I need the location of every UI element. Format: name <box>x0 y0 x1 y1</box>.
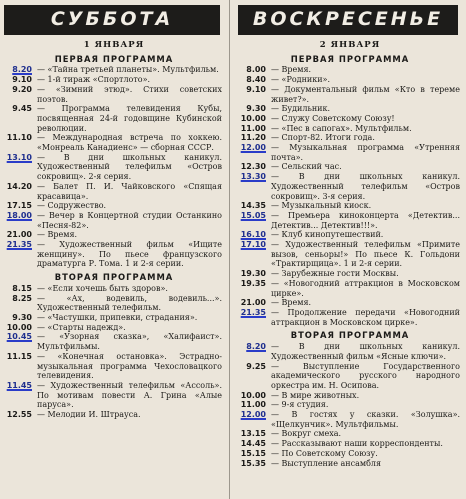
saturday-second-program-title: ВТОРАЯ ПРОГРАММА <box>54 272 174 283</box>
program-entry <box>234 201 466 211</box>
program-entry <box>234 162 466 172</box>
saturday-second-program-list <box>0 284 228 420</box>
entry-description: — Выступление ансамбля <box>271 458 382 468</box>
program-entry <box>234 75 466 85</box>
program-entry <box>234 133 466 143</box>
entry-time: 13.10 <box>6 152 32 162</box>
entry-time: 9.30 <box>246 104 266 114</box>
program-entry <box>234 342 466 361</box>
sunday-second-program-list <box>234 342 466 468</box>
program-entry <box>234 104 466 114</box>
entry-time: 9.30 <box>12 312 32 322</box>
entry-time: 14.20 <box>6 181 32 191</box>
entry-description: — Мелодии И. Штрауса. <box>37 410 141 420</box>
entry-description: — Документальный фильм «Кто в тереме живет?». <box>271 84 460 104</box>
entry-time: 10.45 <box>6 332 32 342</box>
entry-time: 15.05 <box>240 210 266 220</box>
entry-description: — Продолжение передачи «Новогодний аттракцион в Московском цирке». <box>271 307 460 327</box>
program-entry <box>234 459 466 469</box>
entry-time: 10.00 <box>240 113 266 123</box>
entry-description: — Зарубежные гости Москвы. <box>271 269 399 279</box>
program-entry <box>0 313 228 323</box>
entry-description: — «Новогодний аттракцион в Московском цирке». <box>271 278 460 298</box>
program-entry <box>234 429 466 439</box>
entry-time: 11.00 <box>240 400 266 410</box>
entry-time: 8.15 <box>12 283 32 293</box>
entry-description: — Время. <box>271 298 312 308</box>
entry-time: 10.00 <box>240 390 266 400</box>
entry-description: — Время. <box>37 230 78 240</box>
program-entry <box>234 298 466 308</box>
program-entry <box>0 182 228 201</box>
program-entry <box>0 381 228 410</box>
entry-time: 15.35 <box>240 458 266 468</box>
program-entry <box>234 65 466 75</box>
entry-time: 17.10 <box>240 240 266 250</box>
entry-time: 21.35 <box>240 307 266 317</box>
entry-description: — По Советскому Союзу. <box>271 448 378 458</box>
program-entry <box>234 143 466 162</box>
entry-description: — Клуб кинопутешествий. <box>271 230 384 240</box>
program-entry <box>0 230 228 240</box>
program-entry <box>0 211 228 230</box>
entry-description: — Художественный телефильм «Примите вызов, сеньоры!» По пьесе К. Гольдони «Трактирщица». 1 и 2-я серии. <box>271 240 460 269</box>
sunday-first-program-title: ПЕРВАЯ ПРОГРАММА <box>290 53 410 64</box>
entry-description: — Художественный фильм «Ищите женщину». По пьесе французского драматурга Р. Тома. 1 и 2-я серии. <box>37 240 222 269</box>
entry-time: 18.00 <box>6 210 32 220</box>
entry-description: — Балет П. И. Чайковского «Спящая красавица». <box>37 181 222 201</box>
entry-description: — Международная встреча по хоккею. «Монреаль Канадиенс» — сборная СССР. <box>37 133 222 153</box>
entry-time: 9.25 <box>246 361 266 371</box>
program-entry <box>234 410 466 429</box>
entry-time: 12.00 <box>240 410 266 420</box>
program-entry <box>234 279 466 298</box>
entry-time: 10.00 <box>6 322 32 332</box>
program-entry <box>0 323 228 333</box>
program-entry <box>0 75 228 85</box>
sunday-date: 2 ЯНВАРЯ <box>319 40 381 50</box>
program-entry <box>234 449 466 459</box>
program-entry <box>234 362 466 391</box>
column-divider <box>229 0 230 499</box>
entry-time: 9.45 <box>12 104 32 114</box>
entry-time: 16.10 <box>240 230 266 240</box>
program-entry <box>234 240 466 269</box>
saturday-banner: СУББОТА <box>4 5 220 35</box>
entry-description: — Музыкальный киоск. <box>271 201 372 211</box>
entry-description: — «Старты надежд». <box>37 322 126 332</box>
entry-time: 17.15 <box>6 201 32 211</box>
entry-description: — Вечер в Концертной студии Останкино «Песня-82». <box>37 210 222 230</box>
entry-description: — В дни школьных каникул. Художественный телефильм «Остров сокровищ». 2-я серия. <box>37 152 222 182</box>
entry-description: — Содружество. <box>37 201 107 211</box>
entry-description: — Программа телевидения Кубы, посвященная 24-й годовщине Кубинской революции. <box>37 104 222 133</box>
entry-time: 8.20 <box>12 65 32 75</box>
entry-description: — «Если хочешь быть здоров». <box>37 283 168 293</box>
entry-time: 12.00 <box>240 143 266 153</box>
program-entry <box>0 133 228 152</box>
entry-description: — Будильник. <box>271 104 331 114</box>
entry-description: — Художественный телефильм «Ассоль». По мотивам повести А. Грина «Алые паруса». <box>37 380 222 410</box>
program-entry <box>234 391 466 401</box>
program-entry <box>0 284 228 294</box>
entry-time: 9.10 <box>246 84 266 94</box>
entry-time: 19.30 <box>240 269 266 279</box>
program-entry <box>0 410 228 420</box>
sunday-second-program-title: ВТОРАЯ ПРОГРАММА <box>290 330 410 341</box>
entry-time: 12.30 <box>240 162 266 172</box>
entry-description: — В мире животных. <box>271 390 360 400</box>
entry-description: — Выступление Государственного академического русского народного оркестра им. Н. Осипова. <box>271 361 460 390</box>
saturday-first-program-list <box>0 65 228 269</box>
entry-time: 21.00 <box>240 298 266 308</box>
entry-time: 13.15 <box>240 429 266 439</box>
program-entry <box>0 332 228 351</box>
entry-time: 8.20 <box>246 342 266 352</box>
entry-description: — В дни школьных каникул. Художественный телефильм «Остров сокровищ». 3-я серия. <box>271 172 460 201</box>
entry-time: 11.00 <box>240 123 266 133</box>
entry-description: — 9-я студия. <box>271 400 329 410</box>
entry-description: — В гостях у сказки. «Золушка». «Щелкунчик». Мультфильмы. <box>271 410 460 429</box>
program-entry <box>0 65 228 75</box>
entry-description: — Вокруг смеха. <box>271 429 342 439</box>
entry-time: 21.35 <box>6 240 32 250</box>
entry-description: — «Родники». <box>271 75 330 85</box>
sunday-column <box>234 0 466 499</box>
program-entry <box>234 114 466 124</box>
entry-description: — Время. <box>271 65 312 75</box>
entry-description: — «Пес в сапогах». Мультфильм. <box>271 123 412 133</box>
entry-time: 11.15 <box>6 351 32 361</box>
program-entry <box>234 308 466 327</box>
entry-time: 8.25 <box>12 293 32 303</box>
entry-time: 14.45 <box>240 439 266 449</box>
entry-description: — 1-й тираж «Спортлото». <box>37 75 151 85</box>
entry-time: 8.00 <box>246 65 266 75</box>
program-entry <box>0 153 228 182</box>
program-entry <box>0 85 228 104</box>
program-entry <box>0 294 228 313</box>
entry-description: — «Конечная остановка». Эстрадно-музыкальная программа Чехословацкого телевидения. <box>37 351 222 381</box>
entry-description: — «Ах, водевиль, водевиль...». Художественный телефильм. <box>37 293 222 313</box>
entry-time: 12.55 <box>6 410 32 420</box>
program-entry <box>234 269 466 279</box>
entry-description: — «Узорная сказка», «Халифаист». Мультфильмы. <box>37 332 222 352</box>
entry-time: 19.35 <box>240 278 266 288</box>
program-entry <box>234 172 466 201</box>
entry-time: 14.35 <box>240 201 266 211</box>
entry-description: — Спорт-82. Итоги года. <box>271 133 375 143</box>
entry-description: — Рассказывают наши корреспонденты. <box>271 439 443 449</box>
program-entry <box>0 240 228 269</box>
program-entry <box>0 104 228 133</box>
entry-time: 11.45 <box>6 380 32 390</box>
program-entry <box>234 124 466 134</box>
sunday-first-program-list <box>234 65 466 327</box>
program-entry <box>234 211 466 230</box>
entry-time: 15.15 <box>240 448 266 458</box>
program-entry <box>234 85 466 104</box>
entry-time: 21.00 <box>6 230 32 240</box>
entry-description: — В дни школьных каникул. Художественный фильм «Ясные ключи». <box>271 342 460 361</box>
entry-time: 9.10 <box>12 75 32 85</box>
entry-time: 11.10 <box>6 133 32 143</box>
entry-description: — «Тайна третьей планеты». Мультфильм. <box>37 65 219 75</box>
entry-description: — Служу Советскому Союзу! <box>271 113 395 123</box>
entry-time: 13.30 <box>240 172 266 182</box>
entry-description: — «Зимний этюд». Стихи советских поэтов. <box>37 84 222 104</box>
saturday-date: 1 ЯНВАРЯ <box>83 40 145 50</box>
saturday-first-program-title: ПЕРВАЯ ПРОГРАММА <box>54 53 174 64</box>
entry-time: 11.20 <box>240 133 266 143</box>
entry-description: — Сельский час. <box>271 162 342 172</box>
saturday-column <box>0 0 228 499</box>
entry-time: 8.40 <box>246 75 266 85</box>
entry-time: 9.20 <box>12 84 32 94</box>
program-entry <box>234 439 466 449</box>
entry-description: — Музыкальная программа «Утренняя почта». <box>271 143 460 162</box>
program-entry <box>234 400 466 410</box>
program-entry <box>0 352 228 381</box>
program-entry <box>0 201 228 211</box>
sunday-banner: ВОСКРЕСЕНЬЕ <box>238 5 458 35</box>
program-entry <box>234 230 466 240</box>
entry-description: — Премьера киноконцерта «Детектив... Детектив... Детектив!!!». <box>271 210 460 230</box>
entry-description: — «Частушки, припевки, страдания». <box>37 312 198 322</box>
